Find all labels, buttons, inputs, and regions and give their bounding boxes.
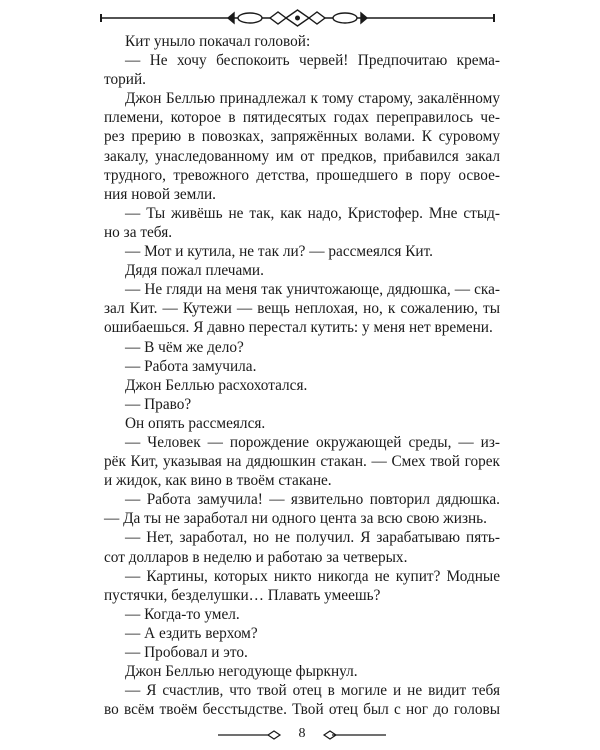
text-line: — Картины, которых никто никогда не купит? Модные	[125, 567, 500, 585]
text-line: племени, которое в пятидесятых годах переправилось че-	[104, 109, 500, 127]
text-line: сот долларов в неделю и работаю за четверых.	[104, 548, 408, 566]
text-line: Он опять рассмеялся.	[125, 414, 266, 432]
text-line: ния новой земли.	[104, 185, 217, 203]
page-number: 8	[298, 726, 306, 741]
text-line: — Когда-то умел.	[125, 605, 240, 623]
text-line: — В чём же дело?	[125, 338, 244, 356]
text-line: пустячки, безделушки… Плавать умеешь?	[104, 586, 381, 604]
text-line: Джон Беллью принадлежал к тому старому, закалённому	[125, 90, 500, 108]
text-line: — Не гляди на меня так уничтожающе, дядюшка, — ска-	[125, 281, 500, 299]
text-line: — Не хочу беспокоить червей! Предпочитаю крема-	[125, 52, 500, 70]
text-line: Джон Беллью расхохотался.	[125, 376, 308, 394]
text-line: торий.	[104, 71, 146, 89]
text-line: и жидок, как вино в твоём стакане.	[104, 472, 332, 490]
body-text	[104, 32, 500, 719]
footer-ornament-right	[322, 727, 386, 743]
text-line: но за тебя.	[104, 223, 173, 241]
text-line: — Работа замучила! — язвительно повторил дядюшка.	[125, 491, 500, 509]
text-line: рёк Кит, указывая на дядюшкин стакан. — Смех твой горек	[104, 453, 500, 471]
text-line: — Ты живёшь не так, как надо, Кристофер. Мне стыд-	[125, 204, 500, 222]
text-line: — Да ты не заработал ни одного цента за всю свою жизнь.	[104, 510, 487, 528]
top-ornament	[100, 8, 495, 28]
text-line: Дядя пожал плечами.	[125, 262, 264, 280]
text-line: ошибаешься. Я давно перестал кутить: у меня нет времени.	[104, 319, 493, 337]
text-line: — Право?	[125, 395, 192, 413]
text-line: зал Кит. — Кутежи — вещь неплохая, но, к сожалению, ты	[104, 300, 500, 318]
text-line: — Нет, заработал, но не получил. Я зарабатываю пять-	[125, 529, 500, 547]
text-line: — Мот и кутила, не так ли? — рассмеялся Кит.	[125, 243, 433, 261]
text-line: — Работа замучила.	[125, 357, 257, 375]
text-line: рез прерию в повозках, запряжённых волами. К суровому	[104, 128, 500, 146]
text-line: — Человек — порождение окружающей среды, — из-	[125, 433, 500, 451]
text-line: Джон Беллью негодующе фыркнул.	[125, 663, 358, 681]
page-footer	[0, 723, 600, 747]
text-line: закалу, унаследованному им от предков, прибавился закал	[104, 147, 500, 165]
text-line: — Я счастлив, что твой отец в могиле и не видит тебя	[125, 682, 500, 700]
text-line: — Пробовал и это.	[125, 644, 248, 661]
text-line: трудного, тревожного детства, прошедшего в пору освое-	[104, 166, 500, 184]
text-line: Кит уныло покачал головой:	[125, 33, 311, 50]
text-line: во всём твоём бесстыдстве. Твой отец был с ног до головы	[104, 701, 500, 719]
footer-ornament-left	[218, 727, 282, 743]
text-line: — А ездить верхом?	[125, 624, 258, 642]
